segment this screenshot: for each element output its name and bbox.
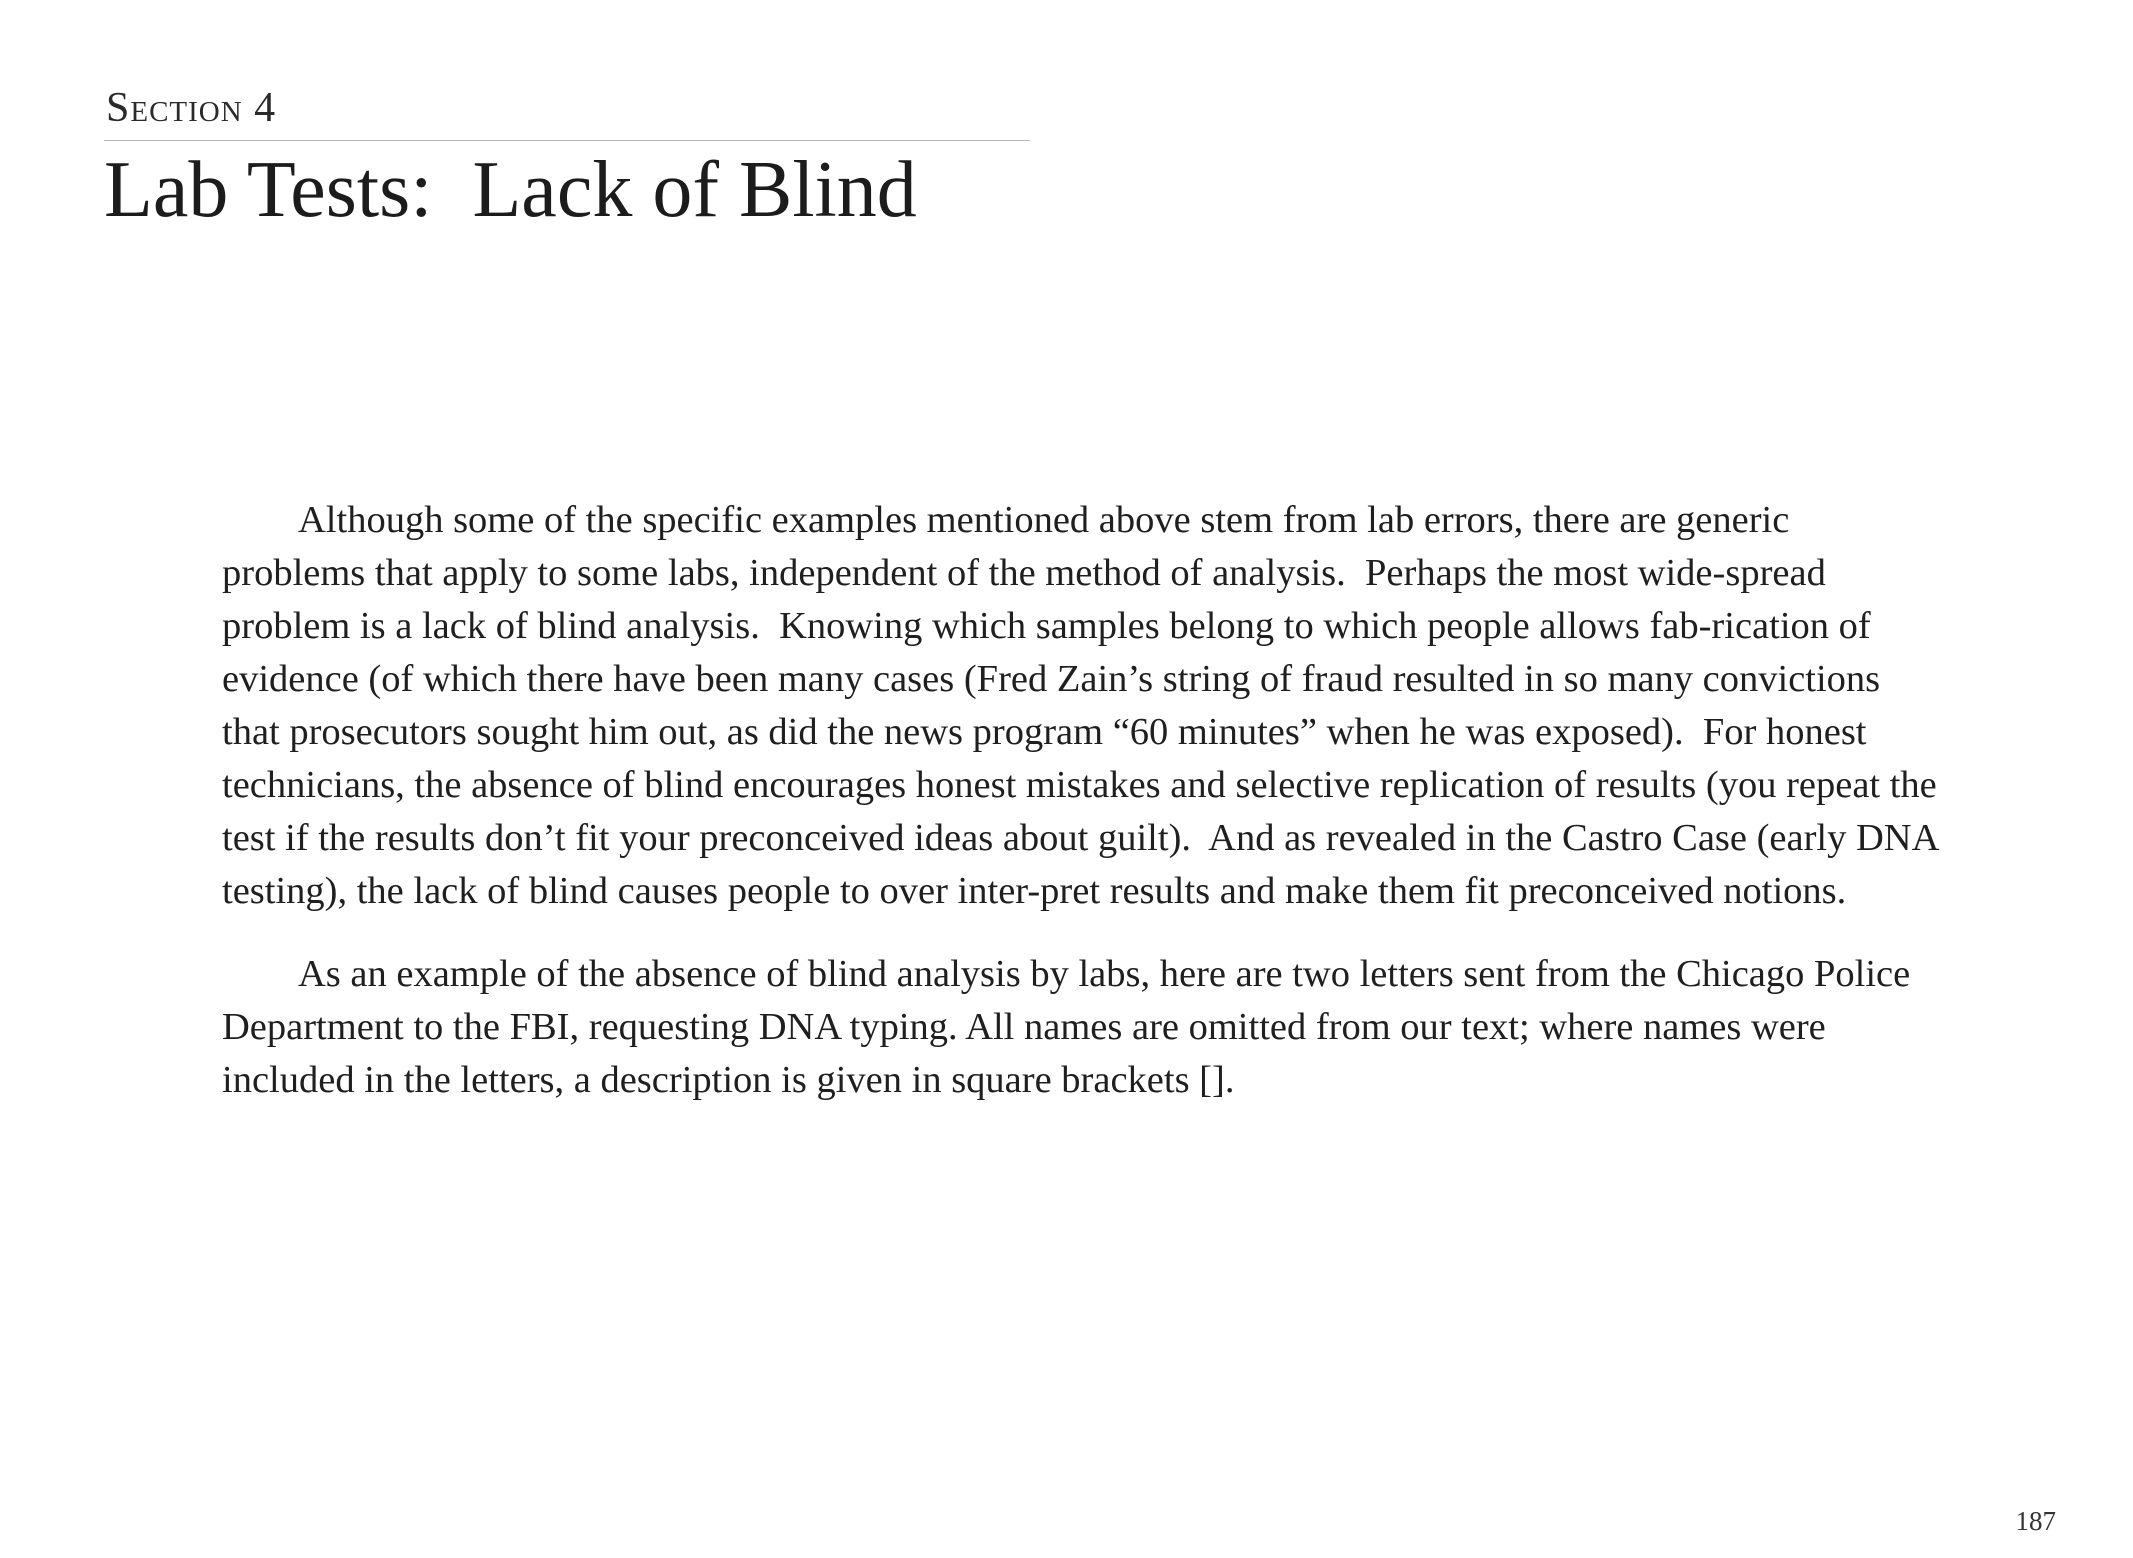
section-header: [104, 84, 1030, 235]
section-label: Section 4: [106, 85, 277, 131]
paragraph-1: Although some of the specific examples mentioned above stem from lab errors, there are generic problems that apply to some labs, independent of the method of analysis. Perhaps the most wide-spread problem is a lack of blind analysis. Knowing which samples belong to which people allows fab-rication of evidence (of which there have been many cases (Fred Zain’s string of fraud resulted in so many convictions that prosecutors sought him out, as did the news program “60 minutes” when he was exposed). For honest technicians, the absence of blind encourages honest mistakes and selective replication of results (you repeat the test if the results don’t fit your preconceived ideas about guilt). And as revealed in the Castro Case (early DNA testing), the lack of blind causes people to over inter-pret results and make them fit preconceived notions.: [222, 499, 1947, 912]
page-title: Lab Tests: Lack of Blind: [104, 146, 917, 234]
paragraph-2: As an example of the absence of blind analysis by labs, here are two letters sent from the Chicago Police Department to the FBI, requesting DNA typing. All names are omitted from our text; where names were included in the letters, a description is given in square brackets [].: [222, 953, 1920, 1101]
section-divider: [104, 140, 1030, 141]
page-number: 187: [2015, 1506, 2056, 1536]
body-text: [222, 494, 1947, 1137]
